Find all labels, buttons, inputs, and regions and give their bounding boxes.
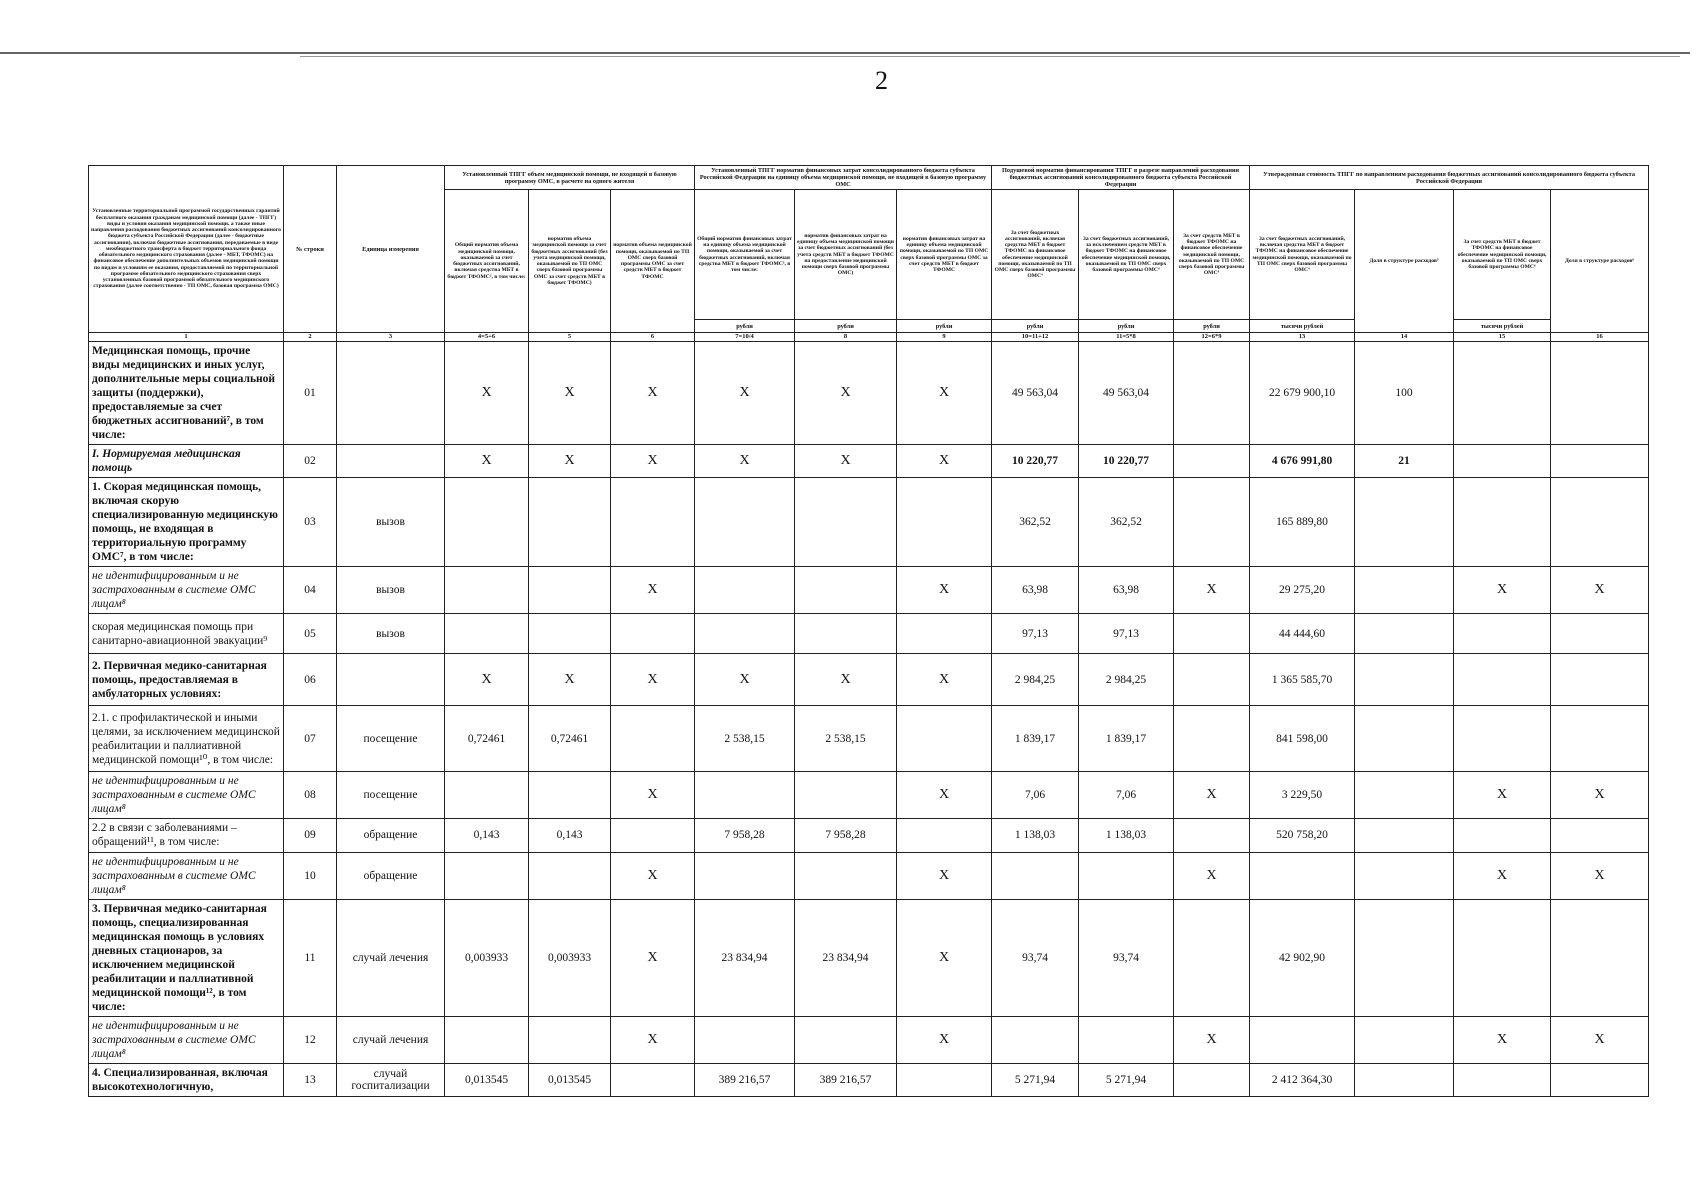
value-cell	[1551, 654, 1649, 706]
value-cell	[795, 852, 897, 899]
value-cell: 42 902,90	[1250, 899, 1355, 1016]
value-cell: 22 679 900,10	[1250, 342, 1355, 445]
value-cell: 23 834,94	[695, 899, 795, 1016]
unit-col-11: рубли	[1079, 320, 1174, 333]
value-cell	[897, 819, 992, 852]
value-cell: 0,143	[529, 819, 611, 852]
value-cell	[1174, 478, 1250, 567]
value-cell	[529, 772, 611, 819]
row-label: скорая медицинская помощь при санитарно-авиационной эвакуации⁹	[89, 614, 284, 654]
unit-cell	[337, 342, 445, 445]
value-cell	[1355, 478, 1454, 567]
value-cell: 23 834,94	[795, 899, 897, 1016]
value-cell: 1 138,03	[992, 819, 1079, 852]
value-cell: X	[445, 654, 529, 706]
value-cell	[529, 478, 611, 567]
header-col-13: За счет бюджетных ассигнований, включая средства МБТ в бюджет ТФОМС на финансовое обеспечение медицинской помощи, оказываемой по ТП ОМС сверх базовой программы ОМС⁴	[1250, 190, 1355, 320]
column-number: 10=11+12	[992, 333, 1079, 342]
row-number: 04	[284, 567, 337, 614]
value-cell: 1 138,03	[1079, 819, 1174, 852]
row-number: 09	[284, 819, 337, 852]
value-cell	[1355, 614, 1454, 654]
value-cell	[795, 567, 897, 614]
unit-cell: случай госпитализации	[337, 1063, 445, 1096]
value-cell: X	[1174, 852, 1250, 899]
value-cell: X	[795, 342, 897, 445]
value-cell: X	[611, 567, 695, 614]
header-col-16: Доля в структуре расходов⁶	[1551, 190, 1649, 333]
table-row	[89, 772, 1649, 819]
page-number: 2	[875, 66, 888, 95]
unit-cell: вызов	[337, 478, 445, 567]
value-cell	[1454, 614, 1551, 654]
table-row	[89, 852, 1649, 899]
value-cell: X	[611, 1016, 695, 1063]
table-row	[89, 706, 1649, 772]
row-number: 07	[284, 706, 337, 772]
column-number: 9	[897, 333, 992, 342]
header-col-7: Общий норматив финансовых затрат на единицу объема медицинской помощи, оказываемой за счет бюджетных ассигнований, включая средства МБТ в бюджет ТФОМС³, в том числе:	[695, 190, 795, 320]
value-cell	[529, 567, 611, 614]
value-cell	[1355, 852, 1454, 899]
row-number: 03	[284, 478, 337, 567]
row-number: 06	[284, 654, 337, 706]
row-label: не идентифицированным и не застрахованным в системе ОМС лицам⁸	[89, 1016, 284, 1063]
row-label: 1. Скорая медицинская помощь, включая скорую специализированную медицинскую помощь, не входящая в территориальную программу ОМС⁷, в том числе:	[89, 478, 284, 567]
value-cell	[1079, 1016, 1174, 1063]
header-group-per-capita: Подушевой норматив финансирования ТПГГ в разрезе направлений расходования бюджетных ассигнований консолидированного бюджета субъекта Российской Федерации	[992, 166, 1250, 190]
value-cell: 21	[1355, 445, 1454, 478]
value-cell: X	[1551, 772, 1649, 819]
scan-edge-line	[300, 56, 1680, 57]
value-cell	[1551, 819, 1649, 852]
value-cell	[897, 1063, 992, 1096]
row-number: 12	[284, 1016, 337, 1063]
value-cell	[1551, 706, 1649, 772]
value-cell: 5 271,94	[1079, 1063, 1174, 1096]
header-col-9: норматив финансовых затрат на единицу объема медицинской помощи, оказываемой по ТП ОМС сверх базовой программы ОМС за счет средств МБТ в бюджет ТФОМС	[897, 190, 992, 320]
value-cell: X	[1174, 567, 1250, 614]
unit-cell	[337, 445, 445, 478]
value-cell	[1355, 772, 1454, 819]
value-cell: 1 839,17	[1079, 706, 1174, 772]
value-cell: X	[695, 654, 795, 706]
value-cell: X	[1454, 1016, 1551, 1063]
value-cell: 0,013545	[445, 1063, 529, 1096]
value-cell: X	[695, 342, 795, 445]
value-cell: X	[1454, 852, 1551, 899]
value-cell	[695, 478, 795, 567]
row-label: 3. Первичная медико-санитарная помощь, специализированная медицинская помощь в условиях дневных стационаров, за исключением медицинской реабилитации и паллиативной медицинской помощи¹², в том числе:	[89, 899, 284, 1016]
unit-col-15: тысячи рублей	[1454, 320, 1551, 333]
value-cell: X	[445, 342, 529, 445]
value-cell: 3 229,50	[1250, 772, 1355, 819]
value-cell: 10 220,77	[992, 445, 1079, 478]
value-cell	[1454, 654, 1551, 706]
value-cell: 93,74	[1079, 899, 1174, 1016]
column-number: 1	[89, 333, 284, 342]
value-cell	[897, 478, 992, 567]
value-cell: X	[1551, 852, 1649, 899]
value-cell	[445, 852, 529, 899]
row-label: I. Нормируемая медицинская помощь	[89, 445, 284, 478]
row-label: 2.2 в связи с заболеваниями – обращений¹¹, в том числе:	[89, 819, 284, 852]
value-cell: X	[611, 654, 695, 706]
value-cell: X	[611, 852, 695, 899]
row-number: 01	[284, 342, 337, 445]
table-row	[89, 445, 1649, 478]
value-cell: 63,98	[1079, 567, 1174, 614]
value-cell	[445, 478, 529, 567]
value-cell	[445, 567, 529, 614]
scan-edge-line	[0, 52, 1690, 54]
value-cell: X	[611, 342, 695, 445]
value-cell	[611, 614, 695, 654]
value-cell: 1 839,17	[992, 706, 1079, 772]
value-cell: 97,13	[1079, 614, 1174, 654]
value-cell	[1454, 899, 1551, 1016]
table-row	[89, 654, 1649, 706]
header-col-5: норматив объема медицинской помощи за счет бюджетных ассигнований (без учета медицинской помощи, оказываемой по ТП ОМС сверх базовой программы ОМС за счет средств МБТ в бюджет ТФОМС)	[529, 190, 611, 333]
budget-norms-table	[88, 165, 1649, 1097]
header-col-10: За счет бюджетных ассигнований, включая средства МБТ в бюджет ТФОМС на финансовое обеспечение медицинской помощи, оказываемой по ТП ОМС сверх базовой программы ОМС⁴	[992, 190, 1079, 320]
value-cell: X	[897, 567, 992, 614]
value-cell	[897, 614, 992, 654]
table-row	[89, 1063, 1649, 1096]
header-col-6: норматив объема медицинской помощи, оказываемой по ТП ОМС сверх базовой программы ОМС за счет средств МБТ в бюджет ТФОМС	[611, 190, 695, 333]
value-cell	[1454, 819, 1551, 852]
row-number: 13	[284, 1063, 337, 1096]
value-cell: X	[529, 342, 611, 445]
value-cell	[1174, 819, 1250, 852]
column-number: 8	[795, 333, 897, 342]
value-cell: 93,74	[992, 899, 1079, 1016]
value-cell	[795, 772, 897, 819]
value-cell	[1551, 478, 1649, 567]
value-cell	[992, 852, 1079, 899]
header-col-14: Доля в структуре расходов⁵	[1355, 190, 1454, 333]
value-cell	[445, 1016, 529, 1063]
value-cell	[1551, 342, 1649, 445]
value-cell: X	[529, 654, 611, 706]
unit-cell: обращение	[337, 819, 445, 852]
value-cell: 97,13	[992, 614, 1079, 654]
header-col-2: № строки	[284, 166, 337, 333]
value-cell: 0,013545	[529, 1063, 611, 1096]
row-number: 10	[284, 852, 337, 899]
value-cell	[1454, 342, 1551, 445]
value-cell: X	[611, 899, 695, 1016]
value-cell	[897, 706, 992, 772]
value-cell: X	[1454, 772, 1551, 819]
value-cell: X	[795, 654, 897, 706]
column-number: 7=10/4	[695, 333, 795, 342]
value-cell	[611, 706, 695, 772]
unit-cell: случай лечения	[337, 899, 445, 1016]
value-cell: X	[1174, 1016, 1250, 1063]
value-cell	[1551, 899, 1649, 1016]
value-cell	[611, 478, 695, 567]
row-label: 4. Специализированная, включая высокотехнологичную,	[89, 1063, 284, 1096]
value-cell: X	[897, 852, 992, 899]
value-cell: 7 958,28	[695, 819, 795, 852]
value-cell	[1355, 654, 1454, 706]
column-number: 14	[1355, 333, 1454, 342]
unit-cell	[337, 654, 445, 706]
value-cell	[992, 1016, 1079, 1063]
column-number: 4=5+6	[445, 333, 529, 342]
table-row	[89, 1016, 1649, 1063]
value-cell	[1174, 899, 1250, 1016]
value-cell: X	[1174, 772, 1250, 819]
value-cell	[1174, 706, 1250, 772]
value-cell: 7,06	[1079, 772, 1174, 819]
value-cell: X	[445, 445, 529, 478]
row-number: 02	[284, 445, 337, 478]
value-cell: 389 216,57	[695, 1063, 795, 1096]
value-cell: 49 563,04	[992, 342, 1079, 445]
value-cell: X	[897, 445, 992, 478]
value-cell: 4 676 991,80	[1250, 445, 1355, 478]
value-cell	[1355, 819, 1454, 852]
column-number: 3	[337, 333, 445, 342]
value-cell	[445, 614, 529, 654]
value-cell: 389 216,57	[795, 1063, 897, 1096]
value-cell: X	[1551, 1016, 1649, 1063]
value-cell: 2 412 364,30	[1250, 1063, 1355, 1096]
unit-cell: посещение	[337, 706, 445, 772]
row-label: 2.1. с профилактической и иными целями, за исключением медицинской реабилитации и паллиативной медицинской помощи¹⁰, в том числе:	[89, 706, 284, 772]
value-cell: X	[897, 772, 992, 819]
header-col-3: Единица измерения	[337, 166, 445, 333]
value-cell: X	[529, 445, 611, 478]
value-cell: 63,98	[992, 567, 1079, 614]
table-row	[89, 614, 1649, 654]
value-cell	[529, 1016, 611, 1063]
value-cell: X	[1454, 567, 1551, 614]
value-cell: 44 444,60	[1250, 614, 1355, 654]
column-number: 13	[1250, 333, 1355, 342]
value-cell: X	[695, 445, 795, 478]
row-number: 11	[284, 899, 337, 1016]
column-number: 2	[284, 333, 337, 342]
value-cell: 7,06	[992, 772, 1079, 819]
value-cell: 0,72461	[529, 706, 611, 772]
value-cell	[529, 614, 611, 654]
row-number: 08	[284, 772, 337, 819]
unit-cell: вызов	[337, 567, 445, 614]
value-cell: 7 958,28	[795, 819, 897, 852]
value-cell: 49 563,04	[1079, 342, 1174, 445]
value-cell	[1174, 445, 1250, 478]
value-cell	[1355, 706, 1454, 772]
header-col-1: Установленные территориальной программой государственных гарантий бесплатного оказания гражданам медицинской помощи (далее - ТПГГ) виды и условия оказания медицинской помощи, а также иные направления расходования бюджетных ассигнований консолидированного бюджета субъекта Российской Федерации (далее - бюджетные ассигнования), включая бюджетные ассигнования, передаваемые в виде межбюджетного трансферта в бюджет территориального фонда обязательного медицинского страхования (далее - МБТ, ТФОМС) на финансовое обеспечение дополнительных объемов медицинской помощи по видам и условиям ее оказания, предоставляемой по территориальной программе обязательного медицинского страхования сверх установленных базовой программой обязательного медицинского страхования (далее соответственно - ТП ОМС, базовая программа ОМС)	[89, 166, 284, 333]
value-cell	[695, 852, 795, 899]
value-cell	[795, 1016, 897, 1063]
value-cell	[1174, 1063, 1250, 1096]
value-cell	[695, 772, 795, 819]
column-number: 15	[1454, 333, 1551, 342]
unit-cell: вызов	[337, 614, 445, 654]
value-cell	[695, 1016, 795, 1063]
value-cell: X	[897, 899, 992, 1016]
column-number: 6	[611, 333, 695, 342]
value-cell: 362,52	[1079, 478, 1174, 567]
value-cell	[1551, 1063, 1649, 1096]
column-number: 5	[529, 333, 611, 342]
table-row	[89, 478, 1649, 567]
value-cell: X	[611, 772, 695, 819]
value-cell: X	[795, 445, 897, 478]
value-cell	[1454, 1063, 1551, 1096]
value-cell: 100	[1355, 342, 1454, 445]
value-cell	[695, 567, 795, 614]
value-cell: 520 758,20	[1250, 819, 1355, 852]
value-cell: 362,52	[992, 478, 1079, 567]
row-number: 05	[284, 614, 337, 654]
column-number: 11=5*8	[1079, 333, 1174, 342]
value-cell: X	[897, 654, 992, 706]
value-cell: X	[897, 1016, 992, 1063]
value-cell	[695, 614, 795, 654]
value-cell: 1 365 585,70	[1250, 654, 1355, 706]
value-cell	[611, 1063, 695, 1096]
unit-cell: обращение	[337, 852, 445, 899]
unit-col-10: рубли	[992, 320, 1079, 333]
unit-col-13: тысячи рублей	[1250, 320, 1355, 333]
row-label: не идентифицированным и не застрахованным в системе ОМС лицам⁸	[89, 852, 284, 899]
header-col-12: За счет средств МБТ в бюджет ТФОМС на финансовое обеспечение медицинской помощи, оказываемой по ТП ОМС сверх базовой программы ОМС⁴	[1174, 190, 1250, 320]
row-label: 2. Первичная медико-санитарная помощь, предоставляемая в амбулаторных условиях:	[89, 654, 284, 706]
value-cell	[1551, 445, 1649, 478]
table-row	[89, 567, 1649, 614]
value-cell	[1355, 899, 1454, 1016]
value-cell: 0,003933	[529, 899, 611, 1016]
value-cell	[1250, 1016, 1355, 1063]
value-cell	[1454, 478, 1551, 567]
value-cell: 29 275,20	[1250, 567, 1355, 614]
header-col-8: норматив финансовых затрат на единицу объема медицинской помощи за счет бюджетных ассигнований (без учета средств МБТ в бюджет ТФОМС на предоставление медицинской помощи сверх базовой программы ОМС)	[795, 190, 897, 320]
header-col-4: Общий норматив объема медицинской помощи, оказываемой за счет бюджетных ассигнований, включая средства МБТ в бюджет ТФОМС², в том числе:	[445, 190, 529, 333]
value-cell: X	[611, 445, 695, 478]
value-cell: 0,72461	[445, 706, 529, 772]
value-cell	[1079, 852, 1174, 899]
column-number-row	[89, 333, 1649, 342]
value-cell	[1355, 567, 1454, 614]
value-cell	[529, 852, 611, 899]
value-cell	[1454, 445, 1551, 478]
value-cell: 0,143	[445, 819, 529, 852]
row-label: не идентифицированным и не застрахованным в системе ОМС лицам⁸	[89, 772, 284, 819]
column-number: 12=6*9	[1174, 333, 1250, 342]
value-cell: 0,003933	[445, 899, 529, 1016]
table-row	[89, 342, 1649, 445]
value-cell	[1355, 1063, 1454, 1096]
value-cell	[1355, 1016, 1454, 1063]
header-col-11: За счет бюджетных ассигнований, за исключением средств МБТ в бюджет ТФОМС на финансовое обеспечение медицинской помощи, оказываемой по ТП ОМС сверх базовой программы ОМС⁴	[1079, 190, 1174, 320]
value-cell: 2 984,25	[1079, 654, 1174, 706]
header-group-approved-cost: Утвержденная стоимость ТПГГ по направлениям расходования бюджетных ассигнований консолидированного бюджета субъекта Российской Федерации	[1250, 166, 1649, 190]
unit-col-8: рубли	[795, 320, 897, 333]
value-cell	[445, 772, 529, 819]
row-label: не идентифицированным и не застрахованным в системе ОМС лицам⁸	[89, 567, 284, 614]
value-cell: X	[1551, 567, 1649, 614]
value-cell	[1174, 614, 1250, 654]
unit-col-9: рубли	[897, 320, 992, 333]
value-cell	[1454, 706, 1551, 772]
value-cell: 841 598,00	[1250, 706, 1355, 772]
value-cell	[795, 614, 897, 654]
value-cell	[1174, 654, 1250, 706]
unit-col-7: рубли	[695, 320, 795, 333]
value-cell: 5 271,94	[992, 1063, 1079, 1096]
value-cell: 2 984,25	[992, 654, 1079, 706]
header-group-cost: Установленный ТПГГ норматив финансовых затрат консолидированного бюджета субъекта Российской Федерации на единицу объема медицинской помощи, не входящей в базовую программу ОМС	[695, 166, 992, 190]
header-group-volume: Установленный ТПГГ объем медицинской помощи, не входящей в базовую программу ОМС, в расчете на одного жителя	[445, 166, 695, 190]
unit-cell: посещение	[337, 772, 445, 819]
unit-col-12: рубли	[1174, 320, 1250, 333]
header-col-15: За счет средств МБТ в бюджет ТФОМС на финансовое обеспечение медицинской помощи, оказываемой по ТП ОМС сверх базовой программы ОМС⁶	[1454, 190, 1551, 320]
row-label: Медицинская помощь, прочие виды медицинских и иных услуг, дополнительные меры социальной защиты (поддержки), предоставляемые за счет бюджетных ассигнований⁷, в том числе:	[89, 342, 284, 445]
value-cell: 10 220,77	[1079, 445, 1174, 478]
value-cell	[1551, 614, 1649, 654]
unit-cell: случай лечения	[337, 1016, 445, 1063]
value-cell: 165 889,80	[1250, 478, 1355, 567]
value-cell	[795, 478, 897, 567]
table-row	[89, 899, 1649, 1016]
value-cell	[1174, 342, 1250, 445]
value-cell: 2 538,15	[695, 706, 795, 772]
column-number: 16	[1551, 333, 1649, 342]
table-row	[89, 819, 1649, 852]
value-cell	[1250, 852, 1355, 899]
value-cell: 2 538,15	[795, 706, 897, 772]
value-cell: X	[897, 342, 992, 445]
value-cell	[611, 819, 695, 852]
